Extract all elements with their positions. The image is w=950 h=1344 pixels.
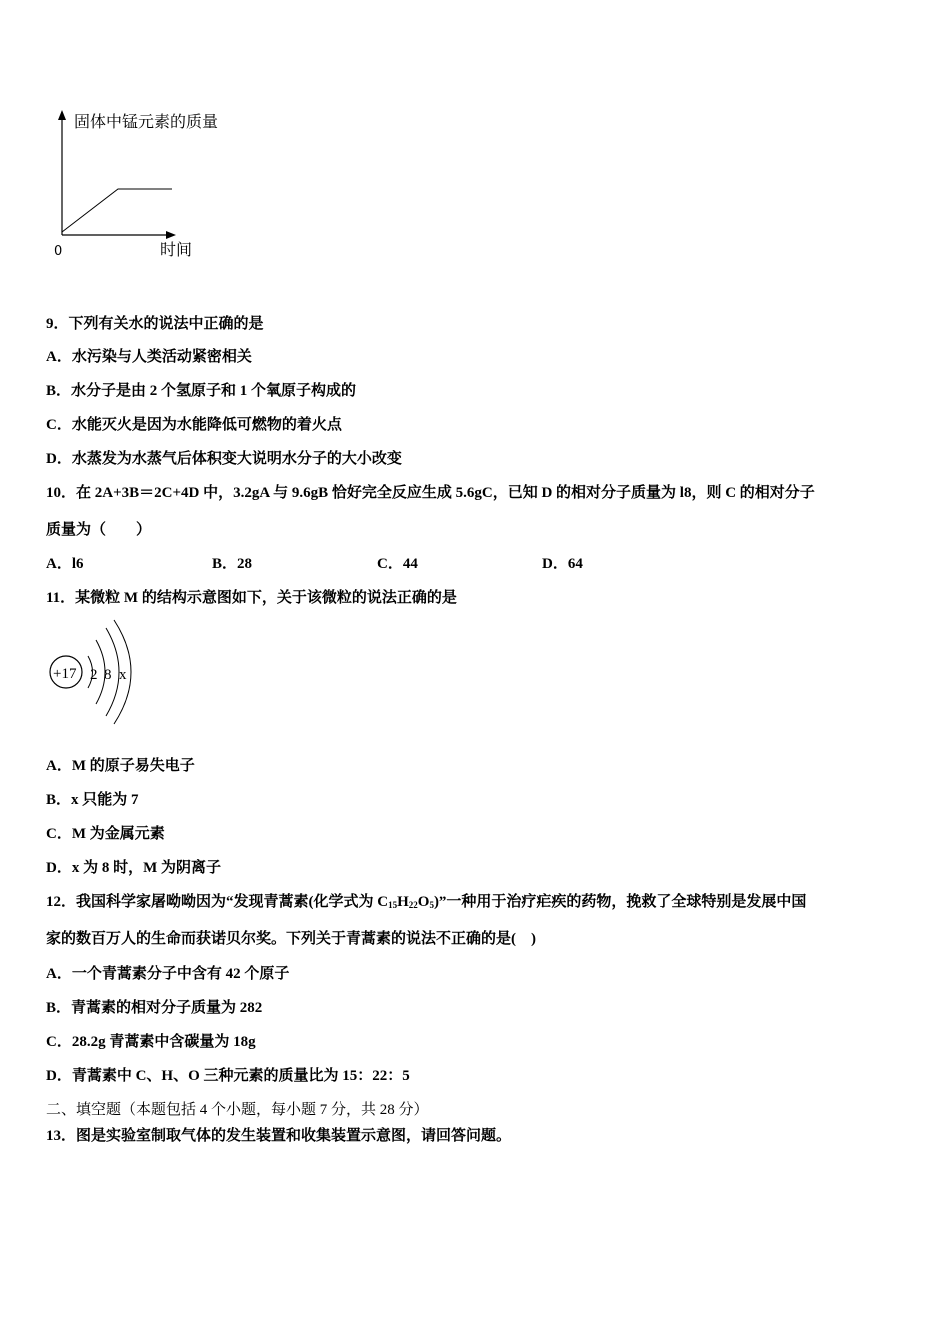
q10-stem-line1: 10．在 2A+3B＝2C+4D 中，3.2gA 与 9.6gB 恰好完全反应生成 5.6gC，已知 D 的相对分子质量为 l8，则 C 的相对分子 — [46, 485, 815, 501]
q12-option-a: A．一个青蒿素分子中含有 42 个原子 — [46, 966, 290, 982]
q12-option-b: B．青蒿素的相对分子质量为 282 — [46, 1000, 263, 1016]
q11-option-a: A．M 的原子易失电子 — [46, 758, 195, 774]
q11-option-c: C．M 为金属元素 — [46, 826, 165, 842]
section2-title: 二、填空题（本题包括 4 个小题，每小题 7 分，共 28 分） — [46, 1102, 429, 1118]
q11-option-b: B．x 只能为 7 — [46, 792, 139, 808]
q11-option-d: D．x 为 8 时，M 为阴离子 — [46, 860, 221, 876]
q12-option-c: C．28.2g 青蒿素中含碳量为 18g — [46, 1034, 256, 1050]
q12-option-d: D．青蒿素中 C、H、O 三种元素的质量比为 15：22：5 — [46, 1068, 410, 1084]
graph-origin-label: 0 — [54, 244, 63, 259]
q12-stem-line1 — [46, 890, 806, 911]
q12-o: O — [417, 894, 430, 910]
shell-electrons-2: 8 — [104, 667, 112, 683]
q10-option-c: C．44 — [377, 556, 418, 572]
shell-electrons-3: x — [119, 667, 127, 683]
q11-stem: 11．某微粒 M 的结构示意图如下，关于该微粒的说法正确的是 — [46, 590, 457, 606]
q10-option-a: A．l6 — [46, 556, 84, 572]
graph-y-label: 固体中锰元素的质量 — [74, 112, 219, 131]
q12-sub-c: 15 — [388, 900, 398, 910]
graph-curve — [62, 189, 172, 232]
y-axis-arrow — [58, 110, 66, 120]
q12-sub-o: 5 — [429, 900, 434, 910]
q10-option-b: B．28 — [212, 556, 253, 572]
q12-stem-post: )”一种用于治疗疟疾的药物，挽救了全球特别是发展中国 — [433, 894, 807, 910]
shell-electrons-1: 2 — [90, 667, 98, 683]
q13-stem: 13．图是实验室制取气体的发生装置和收集装置示意图，请回答问题。 — [46, 1128, 512, 1144]
graph-x-label: 时间 — [160, 240, 193, 259]
q12-stem-line2: 家的数百万人的生命而获诺贝尔奖。下列关于青蒿素的说法不正确的是( ) — [46, 931, 536, 947]
q12-sub-h: 22 — [408, 900, 418, 910]
q10-option-d: D．64 — [542, 556, 583, 572]
q9-option-c: C．水能灭火是因为水能降低可燃物的着火点 — [46, 417, 342, 433]
q12-stem-pre: 12．我国科学家屠呦呦因为“发现青蒿素(化学式为 C — [46, 894, 389, 910]
q9-option-b: B．水分子是由 2 个氢原子和 1 个氧原子构成的 — [46, 383, 357, 399]
manganese-mass-graph — [40, 100, 280, 270]
q9-option-a: A．水污染与人类活动紧密相关 — [46, 349, 252, 365]
nucleus-charge: +17 — [53, 666, 77, 682]
q9-option-d: D．水蒸发为水蒸气后体积变大说明水分子的大小改变 — [46, 451, 402, 467]
q9-stem: 9．下列有关水的说法中正确的是 — [46, 316, 264, 332]
q12-h: H — [397, 894, 409, 910]
atom-structure-diagram — [40, 612, 160, 732]
x-axis-arrow — [166, 231, 176, 239]
q10-stem-line2: 质量为（ ） — [46, 522, 152, 538]
